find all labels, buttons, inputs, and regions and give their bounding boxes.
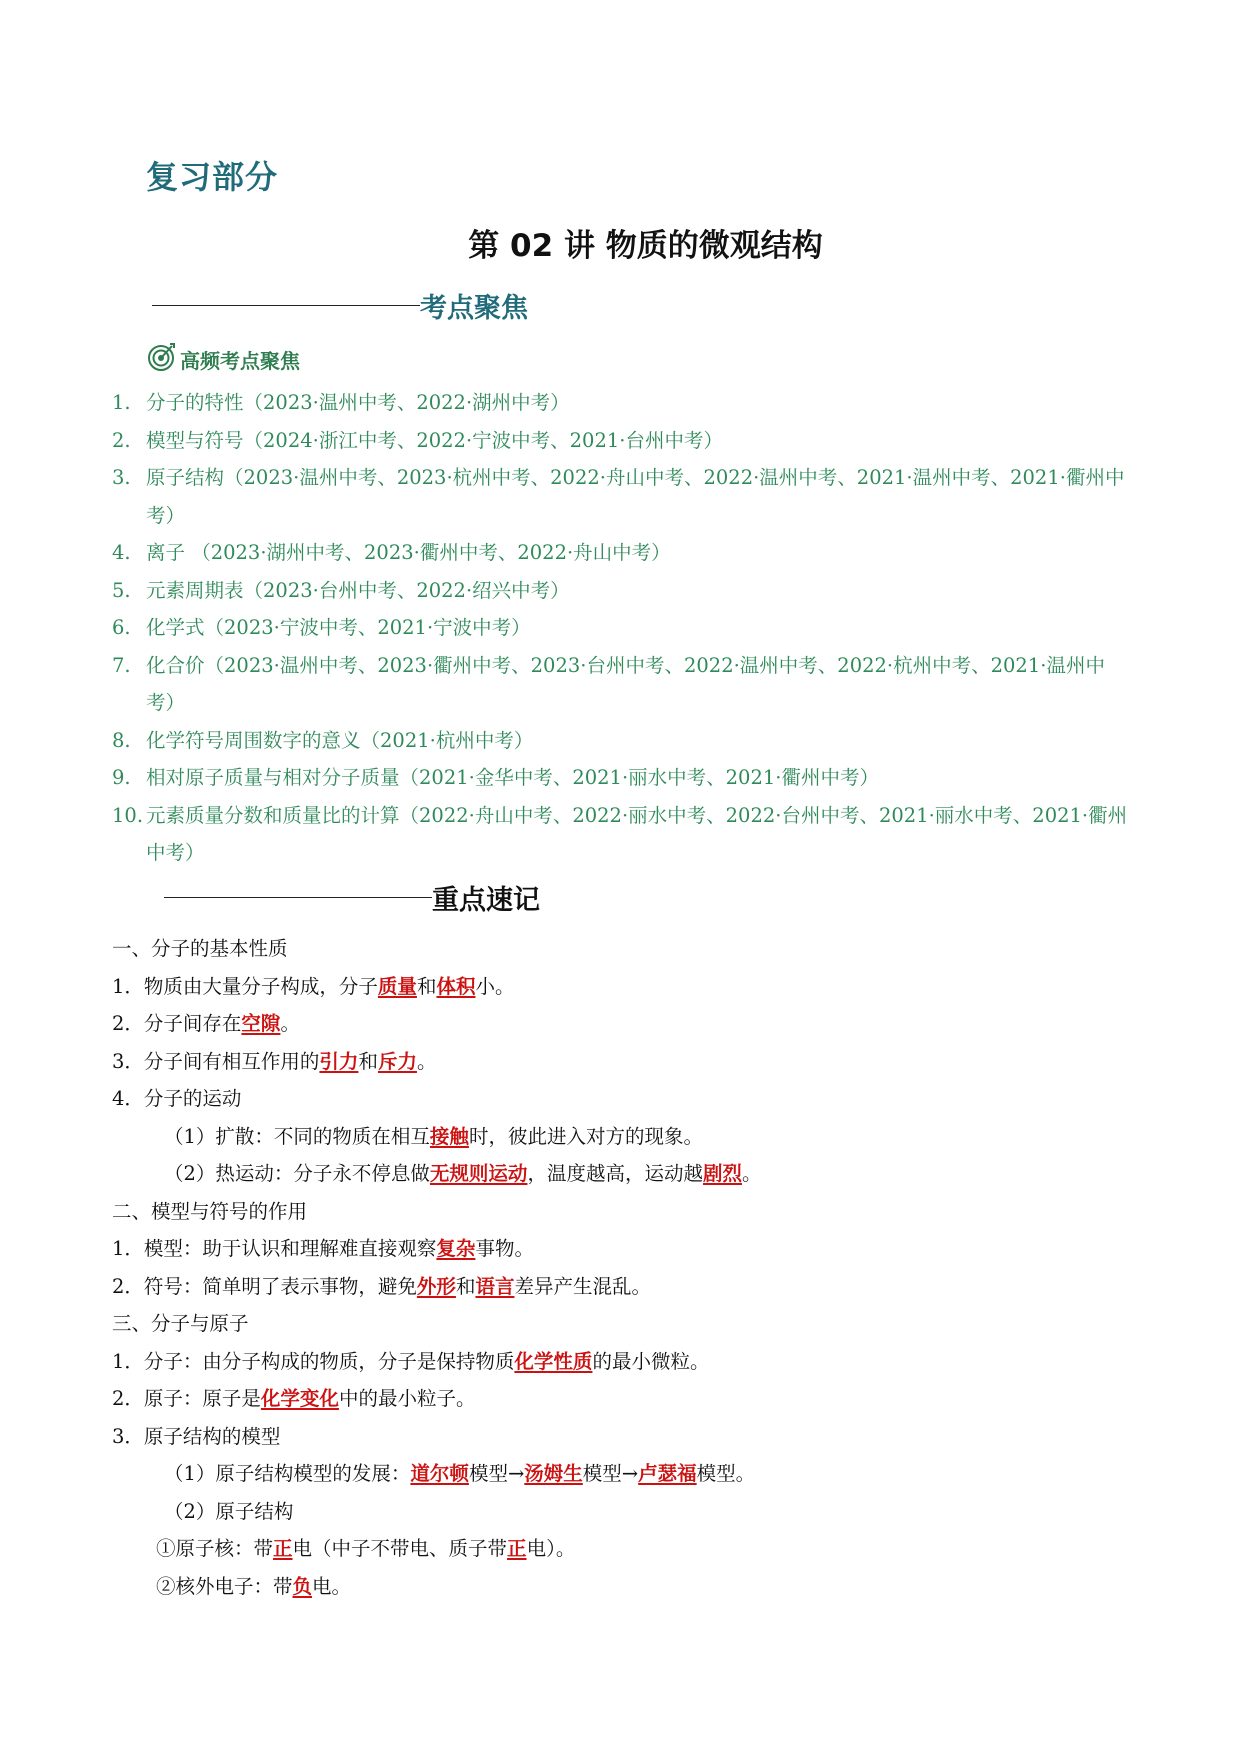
notes-heading xyxy=(164,878,540,917)
focus-heading-text: 考点聚焦 xyxy=(420,293,528,324)
heading-rule xyxy=(164,897,432,898)
note-line: 3．分子间有相互作用的引力和斥力。 xyxy=(112,1049,437,1073)
target-icon xyxy=(146,342,180,377)
list-item: 2. 模型与符号（2024·浙江中考、2022·宁波中考、2021·台州中考） xyxy=(112,428,723,452)
list-item: 1. 分子的特性（2023·温州中考、2022·湖州中考） xyxy=(112,391,570,414)
note-line: 1．分子：由分子构成的物质，分子是保持物质化学性质的最小微粒。 xyxy=(112,1349,710,1373)
list-item: 4. 离子 （2023·湖州中考、2023·衢州中考、2022·舟山中考） xyxy=(112,541,671,564)
note-line: 1．物质由大量分子构成，分子质量和体积小。 xyxy=(112,974,515,998)
note-line: （1）原子结构模型的发展：道尔顿模型→汤姆生模型→卢瑟福模型。 xyxy=(164,1462,756,1485)
note-line: 2．符号：简单明了表示事物，避免外形和语言差异产生混乱。 xyxy=(112,1274,651,1298)
list-item: 8. 化学符号周围数字的意义（2021·杭州中考） xyxy=(112,728,534,752)
note-line: 3．原子结构的模型 xyxy=(112,1424,281,1448)
key-notes xyxy=(112,930,1132,1605)
note-line: （2）原子结构 xyxy=(164,1499,294,1523)
list-item: 6. 化学式（2023·宁波中考、2021·宁波中考） xyxy=(112,616,531,639)
note-line: ②核外电子：带负电。 xyxy=(156,1574,352,1598)
note-line: 2．分子间存在空隙。 xyxy=(112,1012,300,1035)
list-item: 3. 原子结构（2023·温州中考、2023·杭州中考、2022·舟山中考、2022·温州中考、2021·温州中考、2021·衢州中考） xyxy=(112,466,1125,527)
heading-rule xyxy=(152,305,420,306)
note-line: ①原子核：带正电（中子不带电、质子带正电）。 xyxy=(156,1537,576,1560)
lesson-title: 第 02 讲 物质的微观结构 xyxy=(468,228,823,264)
list-item: 7. 化合价（2023·温州中考、2023·衢州中考、2023·台州中考、2022·温州中考、2022·杭州中考、2021·温州中考） xyxy=(112,653,1105,714)
note-line: 2．原子：原子是化学变化中的最小粒子。 xyxy=(112,1387,476,1410)
note-line: 1．模型：助于认识和理解难直接观察复杂事物。 xyxy=(112,1237,534,1260)
high-frequency-subhead xyxy=(146,342,300,377)
notes-section-title: 一、分子的基本性质 xyxy=(112,937,288,960)
exam-point-list xyxy=(112,384,1132,872)
list-item: 5. 元素周期表（2023·台州中考、2022·绍兴中考） xyxy=(112,578,570,602)
note-line: （2）热运动：分子永不停息做无规则运动，温度越高，运动越剧烈。 xyxy=(164,1162,762,1185)
notes-heading-text: 重点速记 xyxy=(432,885,540,916)
section-label: 复习部分 xyxy=(146,158,279,196)
notes-section-title: 三、分子与原子 xyxy=(112,1312,249,1335)
list-item: 9. 相对原子质量与相对分子质量（2021·金华中考、2021·丽水中考、2021·衢州中考） xyxy=(112,766,879,789)
note-line: 4．分子的运动 xyxy=(112,1087,242,1110)
focus-heading xyxy=(152,286,528,325)
notes-section-title: 二、模型与符号的作用 xyxy=(112,1199,308,1223)
note-line: （1）扩散：不同的物质在相互接触时，彼此进入对方的现象。 xyxy=(164,1124,703,1148)
list-item: 10. 元素质量分数和质量比的计算（2022·舟山中考、2022·丽水中考、2022·台州中考、2021·丽水中考、2021·衢州中考） xyxy=(112,803,1128,864)
high-frequency-label: 高频考点聚焦 xyxy=(180,349,300,373)
